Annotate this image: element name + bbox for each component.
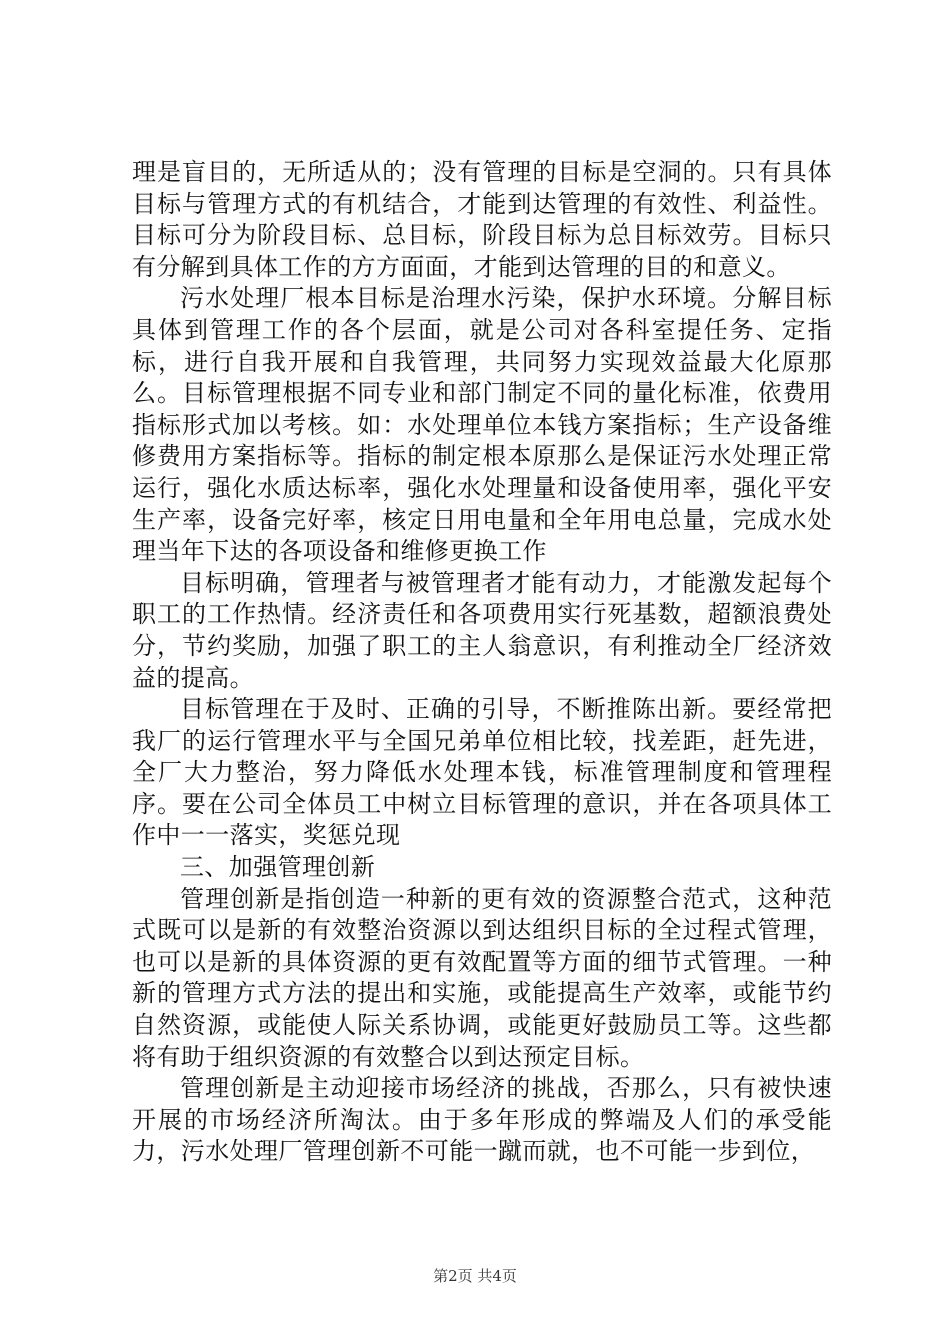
paragraph-3: 目标明确，管理者与被管理者才能有动力，才能激发起每个职工的工作热情。经济责任和各项费用实行死基数，超额浪费处分，节约奖励，加强了职工的主人翁意识，有利推动全厂经济效益的提高。 bbox=[132, 568, 832, 692]
paragraph-1: 理是盲目的，无所适从的；没有管理的目标是空洞的。只有具体目标与管理方式的有机结合，才能到达管理的有效性、利益性。目标可分为阶段目标、总目标，阶段目标为总目标效劳。目标只有分解到具体工作的方方面面，才能到达管理的目的和意义。 bbox=[132, 158, 832, 281]
section-heading: 三、加强管理创新 bbox=[180, 853, 376, 882]
document-body bbox=[132, 157, 832, 1168]
paragraph-6: 管理创新是主动迎接市场经济的挑战，否那么，只有被快速开展的市场经济所淘汰。由于多年形成的弊端及人们的承受能力，污水处理厂管理创新不可能一蹴而就，也不可能一步到位， bbox=[132, 1074, 832, 1166]
page-footer: 第2页 共4页 bbox=[433, 1267, 517, 1285]
paragraph-5: 管理创新是指创造一种新的更有效的资源整合范式，这种范式既可以是新的有效整治资源以到达组织目标的全过程式管理，也可以是新的具体资源的更有效配置等方面的细节式管理。一种新的管理方式方法的提出和实施，或能提高生产效率，或能节约自然资源，或能使人际关系协调，或能更好鼓励员工等。这些都将有助于组织资源的有效整合以到达预定目标。 bbox=[132, 884, 832, 1071]
paragraph-2: 污水处理厂根本目标是治理水污染，保护水环境。分解目标具体到管理工作的各个层面，就是公司对各科室提任务、定指标，进行自我开展和自我管理，共同努力实现效益最大化原那么。目标管理根据不同专业和部门制定不同的量化标准，依费用指标形式加以考核。如：水处理单位本钱方案指标；生产设备维修费用方案指标等。指标的制定根本原那么是保证污水处理正常运行，强化水质达标率，强化水处理量和设备使用率，强化平安生产率，设备完好率，核定日用电量和全年用电总量，完成水处理当年下达的各项设备和维修更换工作 bbox=[132, 284, 832, 566]
paragraph-4: 目标管理在于及时、正确的引导，不断推陈出新。要经常把我厂的运行管理水平与全国兄弟单位相比较，找差距，赶先进，全厂大力整治，努力降低水处理本钱，标准管理制度和管理程序。要在公司全体员工中树立目标管理的意识，并在各项具体工作中一一落实，奖惩兑现 bbox=[132, 695, 832, 850]
